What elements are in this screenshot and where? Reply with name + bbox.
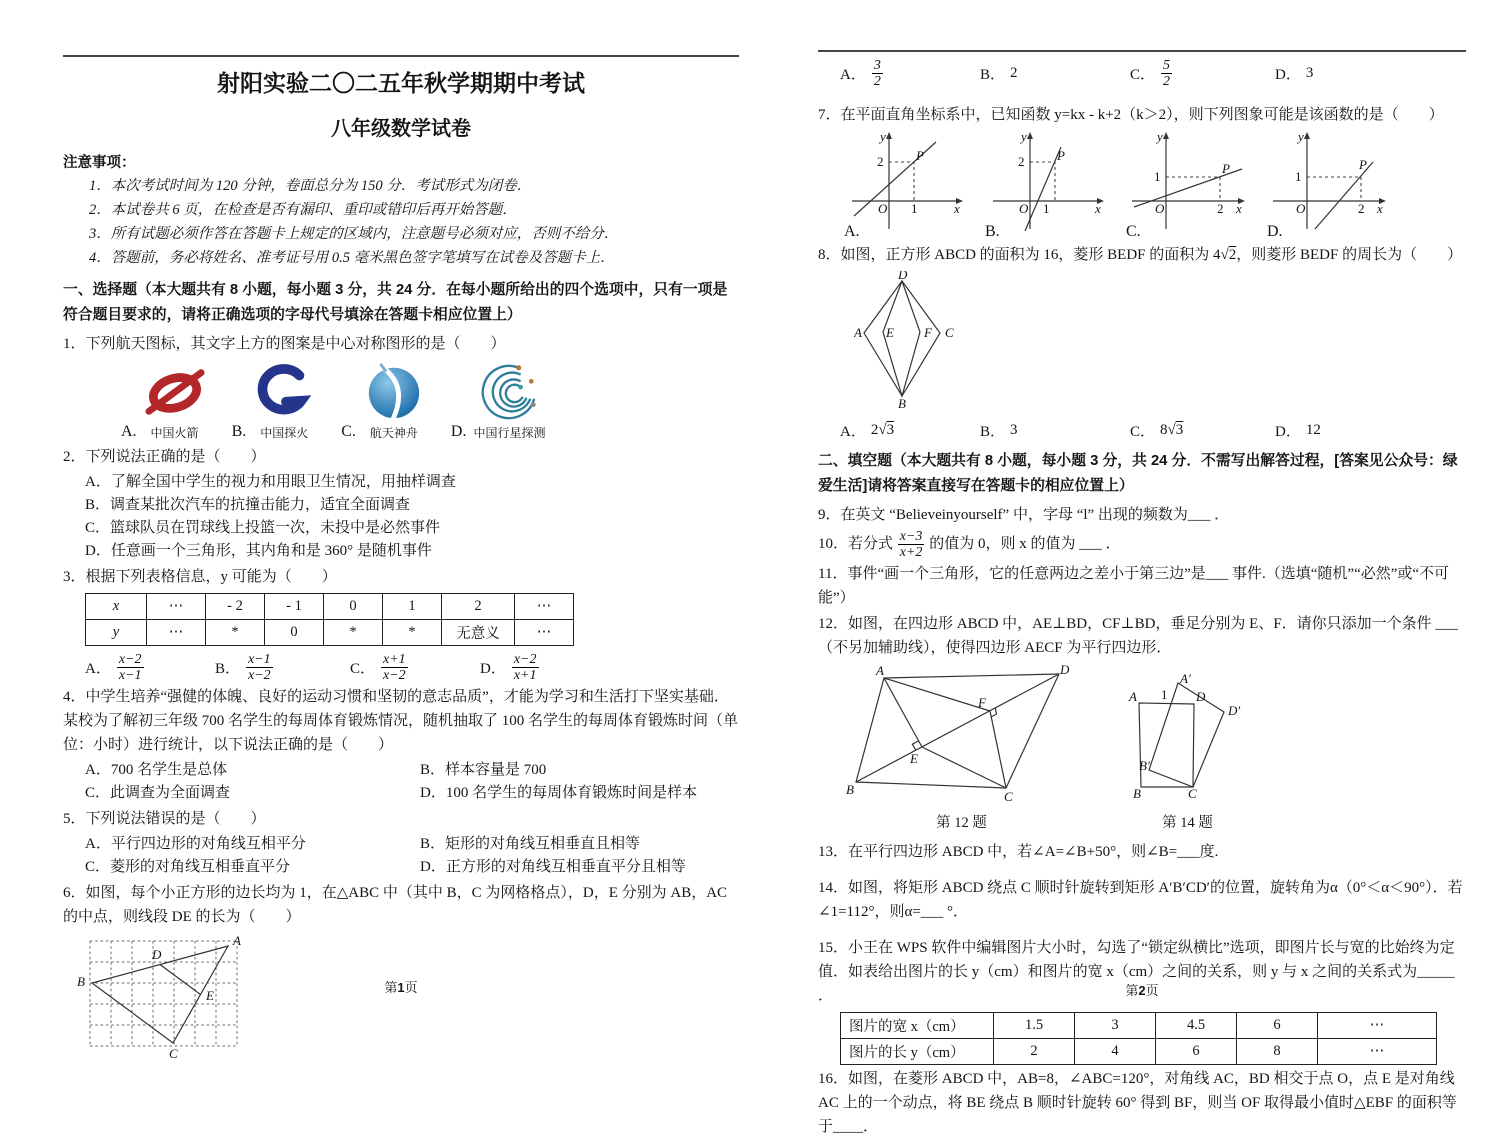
option-letter: C． [1130, 67, 1156, 84]
option-letter: C. [341, 423, 356, 440]
cell: x [86, 594, 147, 620]
option-letter: C． [1130, 424, 1156, 441]
option-letter: D． [1275, 424, 1301, 441]
q5-option-d: D．正方形的对角线互相垂直平分且相等 [420, 859, 686, 876]
question-6: 6．如图，每个小正方形的边长均为 1，在△ABC 中（其中 B，C 为网格格点），D，E 分别为 AB，AC 的中点，则线段 DE 的长为（ ） [63, 885, 728, 926]
q1-option-c [341, 362, 425, 441]
q3-value-table [85, 593, 574, 646]
vertex-label: C [169, 1046, 178, 1062]
q2-option-c: C．篮球队员在罚球线上投篮一次，未投中是必然事件 [85, 520, 441, 536]
table-row [86, 594, 574, 620]
q2-option-a: A．了解全国中学生的视力和用眼卫生情况，用抽样调查 [85, 474, 456, 490]
notice-title: 注意事项： [63, 155, 136, 171]
cell: 3 [1075, 1013, 1156, 1039]
q1-logo-row [121, 362, 739, 441]
vertex-label: B [77, 974, 85, 990]
cell: 1.5 [994, 1013, 1075, 1039]
graph-option-letter: A. [844, 223, 860, 241]
q1-option-d [451, 362, 546, 441]
row-header: 图片的宽 x（cm） [841, 1013, 994, 1039]
question-4: 4．中学生培养“强健的体魄、良好的运动习惯和坚韧的意志品质”，才能为学习和生活打下坚实基础．某校为了解初三年级 700 名学生的每周体育锻炼情况，随机抽取了 100 名学生的每周体育锻炼时间（单位：小时）进行统计，以下说法正确的是（ ） [63, 689, 739, 754]
option-letter: B. [231, 423, 247, 440]
q2-option-d: D．任意画一个三角形，其内角和是 360° 是随机事件 [85, 543, 432, 559]
tick-label: 1 [1295, 169, 1302, 185]
axis-label-x: x [1377, 201, 1383, 217]
cell: 4.5 [1156, 1013, 1237, 1039]
fig-12 [844, 662, 1079, 832]
q8-option-c: C． 8√3 [1130, 422, 1184, 441]
cell: 6 [1237, 1013, 1318, 1039]
q3-options-row [85, 652, 739, 683]
notice-item: 4．答题前，务必将姓名、准考证号用 0.5 毫米黑色签字笔填写在试卷及答题卡上． [89, 250, 615, 266]
point-label: P [1222, 161, 1230, 177]
question-1: 1．下列航天图标，其文字上方的图案是中心对称图形的是（ ） [63, 336, 506, 352]
axis-label-y: y [1157, 129, 1163, 145]
vertex-label: A [233, 933, 241, 949]
q6-option-c: C． $\frac{5}{2}$ [1130, 58, 1171, 90]
cell: ⋯ [147, 620, 206, 646]
q2-option-b: B．调查某批次汽车的抗撞击能力，适宜全面调查 [85, 497, 411, 513]
question-8: 8．如图，正方形 ABCD 的面积为 16，菱形 BEDF 的面积为 4√2，则菱形 BEDF 的周长为（ ） [818, 247, 1463, 264]
cell: * [383, 620, 442, 646]
q7-graph-a [844, 129, 969, 241]
cell: y [86, 620, 147, 646]
section2-header: 二、填空题（本大题共有 8 小题，每小题 3 分，共 24 分．不需写出解答过程，[答案见公众号：绿爱生活]请将答案直接写在答题卡的相应位置上） [818, 453, 1458, 495]
q6-option-d [1275, 63, 1313, 84]
section1-header: 一、选择题（本大题共有 8 小题，每小题 3 分，共 24 分．在每小题所给出的四个选项中，只有一项是符合题目要求的，请将正确选项的字母代号填涂在答题卡相应位置上） [63, 282, 728, 323]
q8-option-d: D． 12 [1275, 422, 1321, 441]
origin-label: O [1155, 201, 1165, 217]
figure-caption: 第 12 题 [936, 815, 987, 832]
axis-label-x: x [954, 201, 960, 217]
question-15: 15．小王在 WPS 软件中编辑图片大小时，勾选了“锁定纵横比”选项，即图片长与宽的比始终为定值．如表给出图片的长 y（cm）和图片的宽 x（cm）之间的关系，则 y 与 x 之间的关系式为_____ ． [818, 940, 1455, 1005]
q5-option-a: A．平行四边形的对角线互相平分 [85, 836, 306, 853]
q3-option-a: A． $\frac{x-2}{x-1}$ [85, 652, 142, 684]
q4-options [85, 759, 739, 805]
vertex-label: A [1129, 689, 1137, 705]
q7-graph-c [1126, 129, 1251, 241]
shenzhou-sphere-logo-icon [363, 362, 425, 422]
notice-item: 1．本次考试时间为 120 分钟，卷面总分为 150 分．考试形式为闭卷． [89, 178, 532, 194]
cell: 4 [1075, 1039, 1156, 1065]
q7-graph-d [1267, 129, 1392, 241]
question-14: 14．如图，将矩形 ABCD 绕点 C 顺时针旋转到矩形 A′B′CD′的位置，旋转角为α（0°＜α＜90°）．若∠1=112°，则α=___ °． [818, 880, 1463, 921]
tick-label: 2 [1018, 154, 1025, 170]
question-7: 7．在平面直角坐标系中，已知函数 y=kx - k+2（k＞2），则下列图象可能是该函数的是（ ） [818, 107, 1444, 124]
q4-option-b: B．样本容量是 700 [420, 762, 547, 779]
option-letter: C． [350, 661, 376, 678]
notice-item: 3．所有试题必须作答在答题卡上规定的区域内，注意题号必须对应，否则不给分． [89, 226, 619, 242]
header-rule [818, 50, 1466, 52]
cell: 6 [1156, 1039, 1237, 1065]
origin-label: O [878, 201, 888, 217]
origin-label: O [1296, 201, 1306, 217]
q4-option-a: A．700 名学生是总体 [85, 762, 228, 779]
question-11: 11．事件“画一个三角形，它的任意两边之差小于第三边”是___ 事件.（选填“随机”“必然”或“不可能”） [818, 566, 1450, 607]
cell: 0 [324, 594, 383, 620]
fig-14 [1125, 674, 1250, 832]
q5-options [85, 833, 739, 879]
exam-title: 射阳实验二〇二五年秋学期期中考试 [217, 71, 585, 96]
vertex-label: D [1060, 662, 1070, 678]
cell: * [206, 620, 265, 646]
page1-footer: 第1页 [384, 980, 418, 995]
q8-rhombus-figure [854, 271, 1466, 414]
q1-option-b [232, 362, 316, 441]
table-row [841, 1013, 1437, 1039]
question-3: 3．根据下列表格信息，y 可能为（ ） [63, 569, 337, 585]
exam-page-2 [818, 50, 1466, 1136]
axis-label-x: x [1095, 201, 1101, 217]
point-label: P [1057, 148, 1065, 164]
angle-label: 1 [1161, 687, 1168, 703]
graph-option-letter: B. [985, 223, 1000, 241]
tick-label: 1 [1154, 169, 1161, 185]
page2-footer: 第2页 [1125, 983, 1159, 998]
china-mars-logo-icon [253, 362, 315, 422]
q5-option-c: C．菱形的对角线互相垂直平分 [85, 859, 291, 876]
question-16: 16．如图，在菱形 ABCD 中，AB=8，∠ABC=120°，对角线 AC，BD 相交于点 O，点 E 是对角线 AC 上的一个动点，将 BE 绕点 B 顺时针旋转 60° 得到 BF，则当 OF 取得最小值时△EBF 的面积等于____． [818, 1071, 1457, 1136]
china-rocket-logo-icon [144, 362, 206, 422]
cell: - 2 [206, 594, 265, 620]
exam-subtitle: 八年级数学试卷 [331, 118, 471, 140]
option-value: 3 [1305, 65, 1314, 82]
q6-option-a: A． $\frac{3}{2}$ [840, 58, 881, 90]
cell: 0 [265, 620, 324, 646]
logo-caption: 中国火箭 [150, 426, 199, 440]
question-5: 5．下列说法错误的是（ ） [63, 811, 266, 828]
option-letter: A． [840, 424, 866, 441]
q6-grid-figure [65, 933, 739, 1068]
vertex-label: E [206, 988, 214, 1004]
option-letter: A． [85, 661, 111, 678]
cell: ⋯ [1318, 1039, 1437, 1065]
vertex-label: A [854, 325, 862, 341]
vertex-label: E [886, 325, 894, 341]
logo-caption: 中国探火 [260, 426, 309, 440]
vertex-label: D [1196, 689, 1206, 705]
table-row [86, 620, 574, 646]
option-letter: A. [121, 423, 137, 440]
vertex-label: F [924, 325, 932, 341]
logo-caption: 中国行星探测 [473, 426, 546, 440]
q7-graph-b [985, 129, 1110, 241]
option-letter: A． [840, 67, 866, 84]
header-rule [63, 55, 739, 57]
cell: ⋯ [1318, 1013, 1437, 1039]
q8-option-b: B． 3 [980, 422, 1018, 441]
axis-label-y: y [880, 129, 886, 145]
q8-options-row [840, 420, 1466, 441]
vertex-label: C [1188, 786, 1197, 802]
cell: 2 [994, 1039, 1075, 1065]
figure-caption: 第 14 题 [1162, 815, 1213, 832]
vertex-label: B [1133, 786, 1141, 802]
graph-option-letter: C. [1126, 223, 1141, 241]
q8-option-a: A． 2√3 [840, 422, 895, 441]
exam-page-1 [63, 55, 739, 1062]
cell: 1 [383, 594, 442, 620]
option-letter: B． [215, 661, 241, 678]
axis-label-x: x [1236, 201, 1242, 217]
question-12: 12．如图，在四边形 ABCD 中，AE⊥BD，CF⊥BD，垂足分别为 E、F．请你只添加一个条件 ___（不另加辅助线），使得四边形 AECF 为平行四边形． [818, 616, 1458, 657]
point-label: P [1359, 157, 1367, 173]
q6-option-b [980, 63, 1130, 84]
tick-label: 2 [1217, 201, 1224, 217]
q7-graphs-row [844, 129, 1466, 241]
vertex-label: F [978, 695, 986, 711]
q4-option-c: C．此调查为全面调查 [85, 785, 231, 802]
q15-ratio-table [840, 1012, 1437, 1065]
question-9: 9．在英文 “Believeinyourself” 中，字母 “l” 出现的频数为___ ． [818, 507, 1230, 524]
graph-option-letter: D. [1267, 223, 1283, 241]
q5-option-b: B．矩形的对角线互相垂直且相等 [420, 836, 641, 853]
option-letter: B． [980, 67, 1006, 84]
q12-q14-figures [844, 662, 1466, 832]
option-letter: D. [450, 423, 467, 440]
axis-label-y: y [1021, 129, 1027, 145]
notice-item: 2．本试卷共 6 页，在检查是否有漏印、重印或错印后再开始答题． [89, 202, 517, 218]
option-letter: B． [980, 424, 1006, 441]
origin-label: O [1019, 201, 1029, 217]
tick-label: 1 [911, 201, 918, 217]
option-letter: D． [1275, 67, 1301, 84]
vertex-label: C [1004, 789, 1013, 805]
vertex-label: B [898, 396, 906, 410]
vertex-label: B′ [1139, 758, 1150, 774]
cell: * [324, 620, 383, 646]
cell: - 1 [265, 594, 324, 620]
planet-exploration-logo-icon [478, 362, 540, 422]
cell: ⋯ [515, 594, 574, 620]
vertex-label: E [910, 751, 918, 767]
vertex-label: D′ [1228, 703, 1241, 719]
question-10: 10．若分式 $\frac{x-3}{x+2}$ 的值为 0，则 x 的值为 ___ ． [818, 529, 1121, 561]
question-2: 2．下列说法正确的是（ ） [63, 449, 266, 465]
vertex-label: A′ [1180, 674, 1191, 687]
tick-label: 2 [877, 154, 884, 170]
q6-options-row [840, 58, 1466, 89]
row-header: 图片的长 y（cm） [841, 1039, 994, 1065]
q1-option-a [121, 362, 206, 441]
logo-caption: 航天神舟 [369, 426, 418, 440]
option-value: 2 [1010, 65, 1018, 82]
table-row [841, 1039, 1437, 1065]
point-label: P [916, 148, 924, 164]
tick-label: 1 [1043, 201, 1050, 217]
q3-option-c: C． $\frac{x+1}{x-2}$ [350, 652, 406, 684]
vertex-label: D [898, 271, 908, 283]
question-13: 13．在平行四边形 ABCD 中，若∠A=∠B+50°，则∠B=___度. [818, 844, 1219, 861]
cell: ⋯ [147, 594, 206, 620]
vertex-label: B [846, 782, 854, 798]
cell: 2 [442, 594, 515, 620]
vertex-label: D [152, 947, 162, 963]
option-letter: D． [480, 661, 506, 678]
cell: 无意义 [442, 620, 515, 646]
q3-option-b: B． $\frac{x-1}{x-2}$ [215, 652, 271, 684]
q3-option-d: D． $\frac{x-2}{x+1}$ [480, 652, 537, 684]
q4-option-d: D．100 名学生的每周体育锻炼时间是样本 [420, 785, 698, 802]
vertex-label: C [945, 325, 954, 341]
tick-label: 2 [1358, 201, 1365, 217]
cell: ⋯ [515, 620, 574, 646]
vertex-label: A [876, 663, 884, 679]
cell: 8 [1237, 1039, 1318, 1065]
axis-label-y: y [1298, 129, 1304, 145]
